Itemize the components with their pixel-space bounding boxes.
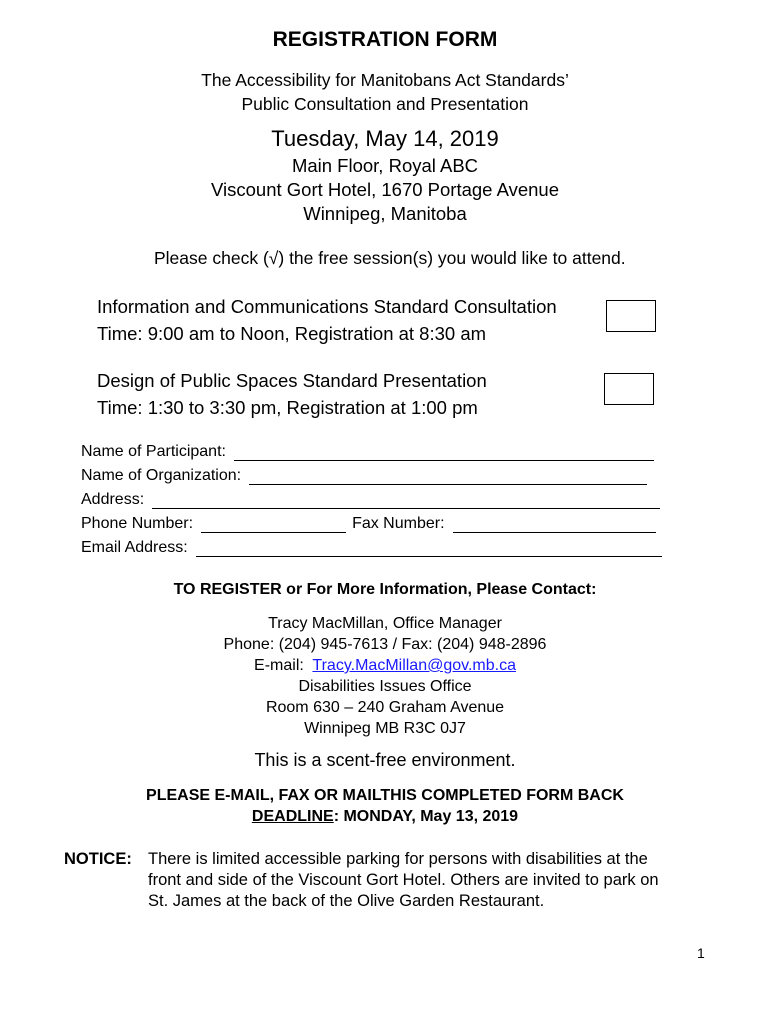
event-venue [0, 154, 770, 226]
notice-body [148, 849, 718, 912]
contact-city: Winnipeg MB R3C 0J7 [304, 720, 466, 737]
session-1-name: Information and Communications Standard Consultation [97, 296, 557, 317]
contact-email-label: E-mail: [254, 657, 304, 674]
scent-free-note: This is a scent-free environment. [254, 750, 516, 770]
phone-input[interactable] [201, 515, 346, 533]
contact-email-line [0, 655, 770, 676]
venue-line-3: Winnipeg, Manitoba [303, 203, 467, 224]
phone-label: Phone Number: [81, 515, 194, 532]
notice-line-3: St. James at the back of the Olive Garden Restaurant. [148, 892, 545, 910]
notice-line-1: There is limited accessible parking for persons with disabilities at the [148, 850, 648, 868]
phone-fax-row [81, 511, 656, 533]
deadline-value: : MONDAY, May 13, 2019 [333, 808, 519, 825]
contact-info [0, 613, 770, 739]
session-1-checkbox[interactable] [606, 300, 656, 332]
notice-line-2: front and side of the Viscount Gort Hotel. Others are invited to park on [148, 871, 659, 889]
session-2-checkbox[interactable] [604, 373, 654, 405]
subtitle [0, 68, 770, 116]
address-label: Address: [81, 491, 145, 508]
email-input[interactable] [196, 539, 662, 557]
participant-label: Name of Participant: [81, 443, 226, 460]
check-instructions: Please check (√) the free session(s) you would like to attend. [154, 248, 626, 268]
deadline-line [0, 806, 770, 827]
participant-input[interactable] [234, 443, 654, 461]
participant-row [81, 439, 654, 461]
fax-label: Fax Number: [352, 515, 445, 532]
venue-line-1: Main Floor, Royal ABC [291, 155, 479, 176]
form-title: REGISTRATION FORM [272, 28, 498, 51]
session-2-time: Time: 1:30 to 3:30 pm, Registration at 1:00 pm [97, 397, 478, 418]
event-date: Tuesday, May 14, 2019 [271, 126, 499, 151]
venue-line-2: Viscount Gort Hotel, 1670 Portage Avenue [211, 179, 559, 200]
parking-notice [64, 849, 714, 910]
page-number: 1 [697, 945, 705, 961]
email-label: Email Address: [81, 539, 188, 556]
organization-input[interactable] [249, 467, 647, 485]
session-2-name: Design of Public Spaces Standard Presentation [97, 370, 487, 391]
subtitle-line-1: The Accessibility for Manitobans Act Standards’ [201, 70, 569, 90]
contact-heading: TO REGISTER or For More Information, Please Contact: [173, 581, 597, 598]
notice-label: NOTICE: [64, 850, 132, 868]
organization-label: Name of Organization: [81, 467, 242, 484]
deadline-label: DEADLINE [251, 808, 334, 825]
return-instructions [0, 785, 770, 827]
fax-input[interactable] [453, 515, 656, 533]
subtitle-line-2: Public Consultation and Presentation [241, 94, 529, 114]
address-input[interactable] [152, 491, 660, 509]
contact-street: Room 630 – 240 Graham Avenue [265, 699, 505, 716]
return-line: PLEASE E-MAIL, FAX OR MAILTHIS COMPLETED FORM BACK [146, 787, 624, 804]
email-row [81, 535, 662, 557]
session-1-time: Time: 9:00 am to Noon, Registration at 8:30 am [97, 323, 487, 344]
contact-phone-fax: Phone: (204) 945-7613 / Fax: (204) 948-2896 [223, 636, 547, 653]
contact-email-link[interactable]: Tracy.MacMillan@gov.mb.ca [312, 657, 516, 674]
contact-name: Tracy MacMillan, Office Manager [268, 615, 502, 632]
contact-office: Disabilities Issues Office [298, 678, 472, 695]
organization-row [81, 463, 647, 485]
address-row [81, 487, 660, 509]
session-1 [97, 293, 557, 347]
session-2 [97, 367, 487, 421]
